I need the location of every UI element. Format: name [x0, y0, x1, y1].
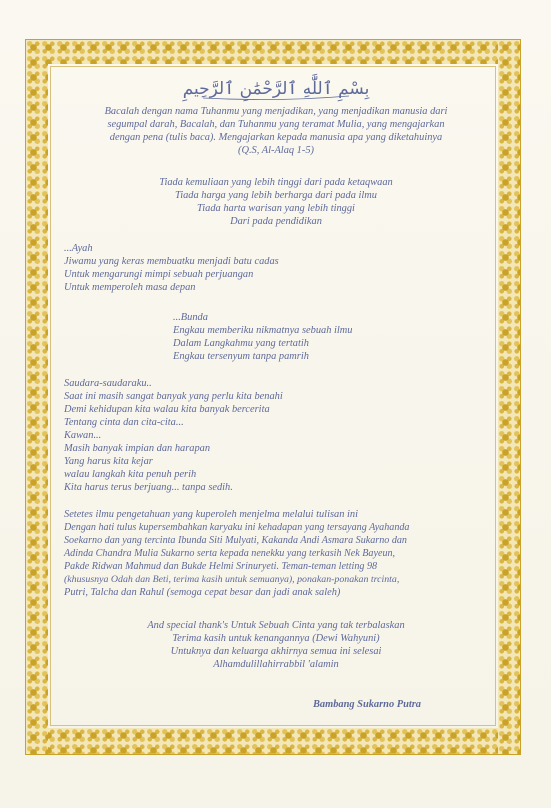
verse-line: dengan pena (tulis baca). Mengajarkan kepada manusia apa yang diketahuinya — [109, 132, 443, 143]
kawan-heading: Kawan... — [64, 430, 102, 441]
verse-line: segumpal darah, Bacalah, dan Tuhanmu yang teramat Mulia, yang mengajarkan — [107, 119, 445, 130]
bunda-heading: ...Bunda — [173, 312, 208, 323]
dedication-line: Pakde Ridwan Mahmud dan Bukde Helmi Srinuryeti. Teman-teman letting 98 — [64, 561, 378, 572]
saudara-line: Demi kehidupan kita walau kita banyak bercerita — [64, 404, 270, 415]
dedication-line: Putri, Talcha dan Rahul (semoga cepat besar dan jadi anak saleh) — [64, 587, 341, 598]
bunda-line: Engkau memberiku nikmatnya sebuah ilmu — [173, 325, 353, 336]
closing-line: Terima kasih untuk kenangannya (Dewi Wahyuni) — [172, 633, 380, 644]
author-signature: Bambang Sukarno Putra — [313, 699, 421, 710]
saudara-line: Kita harus terus berjuang... tanpa sedih. — [64, 482, 233, 493]
ayah-line: Untuk memperoleh masa depan — [64, 282, 196, 293]
basmalah-text: بِسْمِ ٱللَّٰهِ ٱلرَّحْمَٰنِ ٱلرَّحِيمِ — [182, 79, 370, 99]
saudara-line: walau langkah kita penuh perih — [64, 469, 197, 480]
stanza-line: Tiada harga yang lebih berharga dari pada ilmu — [175, 190, 377, 201]
bunda-line: Dalam Langkahmu yang tertatih — [173, 338, 309, 349]
ornamental-border-bottom — [26, 728, 520, 754]
ornamental-border-top — [26, 40, 520, 64]
closing-line: And special thank's Untuk Sebuah Cinta yang tak terbalaskan — [147, 620, 405, 631]
dedication-line: Dengan hati tulus kupersembahkan karyaku ini kehadapan yang tersayang Ayahanda — [64, 522, 410, 533]
dedication-line: Adinda Chandra Mulia Sukarno serta kepada nenekku yang terkasih Nek Bayeun, — [64, 548, 396, 559]
ayah-heading: ...Ayah — [64, 243, 93, 254]
basmalah-calligraphy — [182, 72, 370, 102]
saudara-heading: Saudara-saudaraku.. — [64, 378, 152, 389]
verse-line: Bacalah dengan nama Tuhanmu yang menjadikan, yang menjadikan manusia dari — [104, 106, 448, 117]
dedication-line: Setetes ilmu pengetahuan yang kuperoleh menjelma melalui tulisan ini — [64, 509, 358, 520]
saudara-line: Yang harus kita kejar — [64, 456, 153, 467]
ayah-line: Jiwamu yang keras membuatku menjadi batu cadas — [64, 256, 279, 267]
closing-line: Alhamdulillahirrabbil 'alamin — [213, 659, 339, 670]
saudara-line: Tentang cinta dan cita-cita... — [64, 417, 184, 428]
dedication-line: (khususnya Odah dan Beti, terima kasih untuk semuanya), ponakan-ponakan trcinta, — [64, 574, 400, 585]
saudara-line: Saat ini masih sangat banyak yang perlu kita benahi — [64, 391, 283, 402]
ornamental-border-right — [498, 40, 520, 754]
verse-reference: (Q.S, Al-Alaq 1-5) — [238, 145, 314, 156]
saudara-line: Masih banyak impian dan harapan — [64, 443, 211, 454]
stanza-line: Tiada harta warisan yang lebih tinggi — [197, 203, 355, 214]
closing-line: Untuknya dan keluarga akhirnya semua ini selesai — [170, 646, 382, 657]
ornamental-border-left — [26, 40, 48, 754]
bunda-line: Engkau tersenyum tanpa pamrih — [173, 351, 309, 362]
ayah-line: Untuk mengarungi mimpi sebuah perjuangan — [64, 269, 254, 280]
stanza-line: Tiada kemuliaan yang lebih tinggi dari pada ketaqwaan — [159, 177, 393, 188]
stanza-line: Dari pada pendidikan — [230, 216, 322, 227]
dedication-line: Soekarno dan yang tercinta Ibunda Siti Mulyati, Kakanda Andi Asmara Sukarno dan — [64, 535, 407, 546]
